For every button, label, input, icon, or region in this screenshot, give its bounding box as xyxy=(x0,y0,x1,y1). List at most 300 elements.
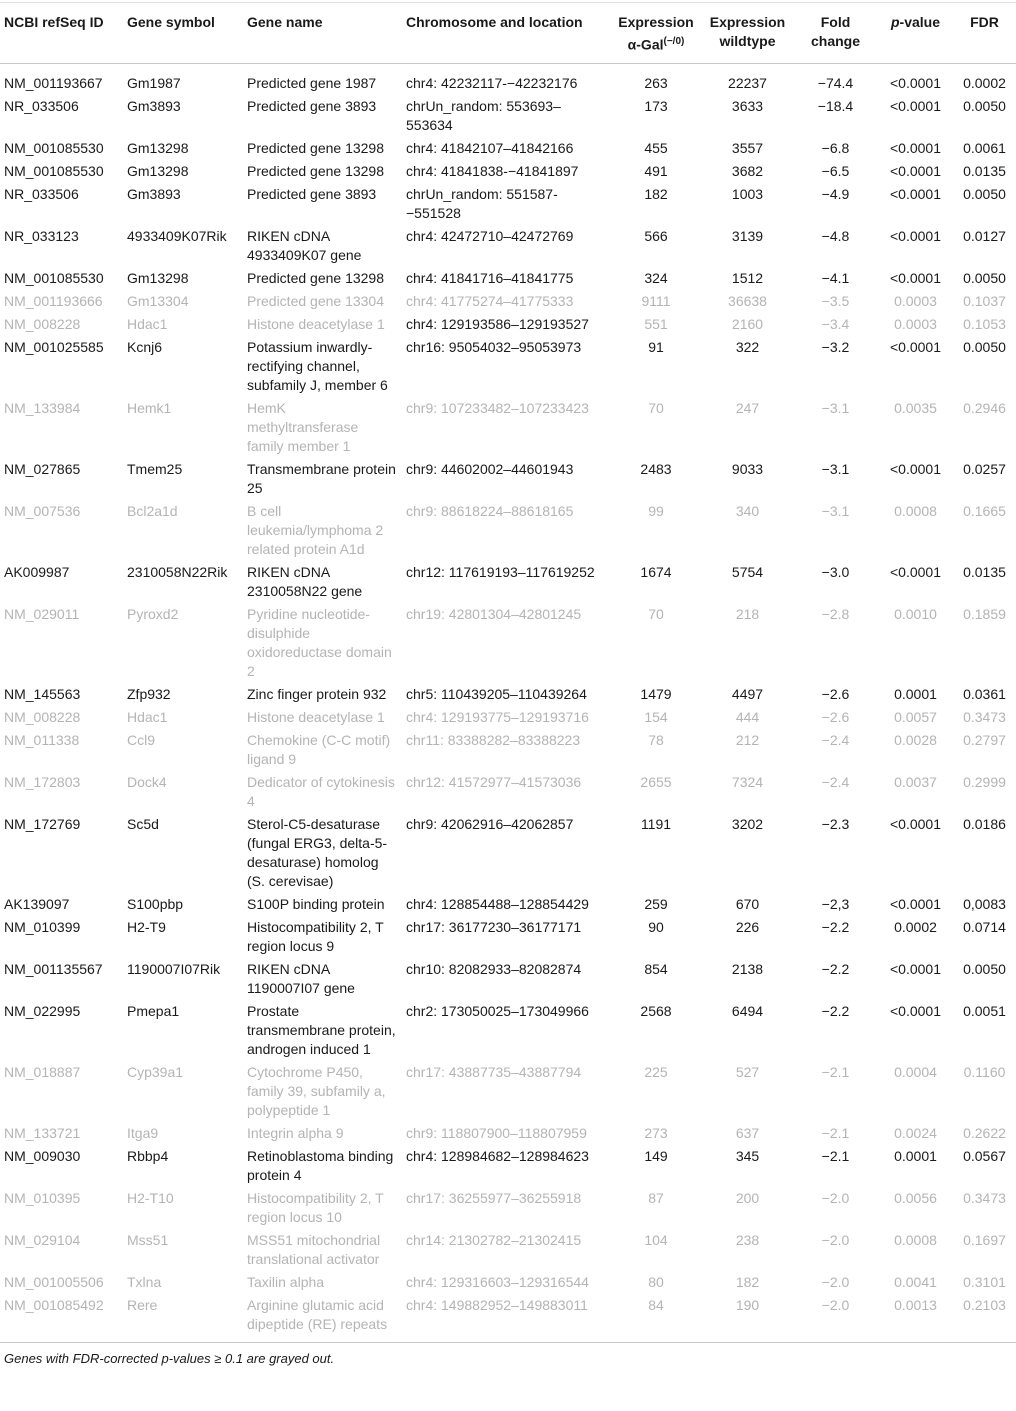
p-value-cell: <0.0001 xyxy=(890,162,941,179)
table-row xyxy=(0,336,1016,397)
gene-symbol-cell: Cyp39a1 xyxy=(127,1063,184,1080)
p-value-cell: 0.0013 xyxy=(894,1296,937,1313)
fdr-cell: 0.3473 xyxy=(963,1189,1006,1206)
gene-name-cell: Arginine glutamic acid dipeptide (RE) repeats xyxy=(247,1296,388,1332)
location-cell: chr4: 129193586–129193527 xyxy=(406,315,589,332)
fdr-cell: 0.0257 xyxy=(963,460,1006,477)
expression-wildtype-cell: 345 xyxy=(735,1147,760,1164)
table-row xyxy=(0,1122,1016,1145)
location-cell: chrUn_random: 553693–553634 xyxy=(406,97,561,133)
expression-wildtype-cell: 3682 xyxy=(731,162,764,179)
gene-name-cell: Predicted gene 13298 xyxy=(247,139,384,156)
location-cell: chr17: 36177230–36177171 xyxy=(406,918,582,935)
table-row xyxy=(0,63,1016,95)
expression-wildtype-cell: 444 xyxy=(735,708,760,725)
expression-knockout-cell: 78 xyxy=(648,731,664,748)
location-cell: chr4: 128854488–128854429 xyxy=(406,895,589,912)
fdr-cell: 0.2999 xyxy=(963,773,1006,790)
gene-symbol-cell: Gm3893 xyxy=(127,97,181,114)
gene-symbol-cell: Gm13298 xyxy=(127,139,189,156)
header-fold-change-line1: Fold xyxy=(820,14,851,30)
refseq-id-cell: NR_033506 xyxy=(4,185,79,202)
gene-name-cell: Histocompatibility 2, T region locus 9 xyxy=(247,918,384,954)
header-expression-wildtype-line2: wildtype xyxy=(719,33,776,49)
p-value-cell: 0.0037 xyxy=(894,773,937,790)
fdr-cell: 0.0050 xyxy=(963,269,1006,286)
table-row xyxy=(0,1229,1016,1271)
fdr-cell: 0.2797 xyxy=(963,731,1006,748)
expression-wildtype-cell: 7324 xyxy=(731,773,764,790)
gene-expression-table xyxy=(0,2,1016,1342)
fold-change-cell: −2.3 xyxy=(821,815,850,832)
fold-change-cell: −2.1 xyxy=(821,1063,850,1080)
location-cell: chr19: 42801304–42801245 xyxy=(406,605,582,622)
table-row xyxy=(0,729,1016,771)
expression-wildtype-cell: 200 xyxy=(735,1189,760,1206)
refseq-id-cell: NM_008228 xyxy=(4,708,81,725)
refseq-id-cell: NM_007536 xyxy=(4,502,81,519)
fold-change-cell: −2.0 xyxy=(821,1189,850,1206)
expression-wildtype-cell: 340 xyxy=(735,502,760,519)
p-value-cell: 0.0035 xyxy=(894,399,937,416)
table-row xyxy=(0,561,1016,603)
gene-name-cell: Transmembrane protein 25 xyxy=(247,460,396,496)
expression-wildtype-cell: 5754 xyxy=(731,563,764,580)
table-row xyxy=(0,1061,1016,1122)
expression-knockout-cell: 9111 xyxy=(641,292,671,309)
expression-knockout-cell: 854 xyxy=(644,960,668,977)
gene-name-cell: Histocompatibility 2, T region locus 10 xyxy=(247,1189,384,1225)
fold-change-cell: −3.1 xyxy=(821,460,850,477)
fdr-cell: 0.0127 xyxy=(963,227,1006,244)
p-value-cell: <0.0001 xyxy=(890,74,941,91)
gene-name-cell: RIKEN cDNA 2310058N22 gene xyxy=(247,563,363,599)
refseq-id-cell: NM_011338 xyxy=(4,731,80,748)
gene-symbol-cell: Txlna xyxy=(127,1273,162,1290)
fold-change-cell: −2.4 xyxy=(821,773,850,790)
fdr-cell: 0.0051 xyxy=(963,1002,1006,1019)
table-row xyxy=(0,916,1016,958)
p-value-cell: 0.0010 xyxy=(894,605,937,622)
p-value-cell: 0.0028 xyxy=(894,731,937,748)
gene-name-cell: Potassium inwardly-rectifying channel, subfamily J, member 6 xyxy=(247,338,388,393)
gene-symbol-cell: Tmem25 xyxy=(127,460,183,477)
location-cell: chr16: 95054032–95053973 xyxy=(406,338,582,355)
refseq-id-cell: NM_001085530 xyxy=(4,162,104,179)
refseq-id-cell: NM_018887 xyxy=(4,1063,81,1080)
fold-change-cell: −2.0 xyxy=(821,1231,850,1248)
p-value-cell: <0.0001 xyxy=(890,960,941,977)
table-body xyxy=(0,63,1016,1342)
refseq-id-cell: NM_027865 xyxy=(4,460,81,477)
fold-change-cell: −4.1 xyxy=(821,269,850,286)
fdr-cell: 0.3101 xyxy=(963,1273,1006,1290)
expression-knockout-cell: 99 xyxy=(648,502,664,519)
refseq-id-cell: NM_008228 xyxy=(4,315,81,332)
expression-knockout-cell: 225 xyxy=(644,1063,668,1080)
expression-wildtype-cell: 22237 xyxy=(728,74,767,91)
fdr-cell: 0.0714 xyxy=(963,918,1006,935)
header-fold-change xyxy=(793,3,878,64)
fdr-cell: 0.3473 xyxy=(963,708,1006,725)
gene-symbol-cell: 2310058N22Rik xyxy=(127,563,228,580)
table-row xyxy=(0,771,1016,813)
gene-name-cell: HemK methyltransferase family member 1 xyxy=(247,399,359,454)
table-row xyxy=(0,1271,1016,1294)
table-row xyxy=(0,1294,1016,1342)
gene-name-cell: Sterol-C5-desaturase (fungal ERG3, delta-5-desaturase) homolog (S. cerevisae) xyxy=(247,815,388,889)
refseq-id-cell: NM_133984 xyxy=(4,399,81,416)
expression-wildtype-cell: 1003 xyxy=(731,185,764,202)
header-refseq-id: NCBI refSeq ID xyxy=(0,3,123,64)
p-value-cell: 0.0002 xyxy=(894,918,937,935)
expression-wildtype-cell: 637 xyxy=(735,1124,760,1141)
refseq-id-cell: NM_145563 xyxy=(4,685,81,702)
gene-symbol-cell: Mss51 xyxy=(127,1231,169,1248)
fold-change-cell: −2.0 xyxy=(821,1273,850,1290)
location-cell: chr9: 107233482–107233423 xyxy=(406,399,589,416)
fdr-cell: 0.0135 xyxy=(963,162,1006,179)
gene-name-cell: Taxilin alpha xyxy=(247,1273,325,1290)
gene-symbol-cell: Pyroxd2 xyxy=(127,605,179,622)
expression-knockout-cell: 1674 xyxy=(640,563,672,580)
fdr-cell: 0.0002 xyxy=(963,74,1006,91)
gene-symbol-cell: Pmepa1 xyxy=(127,1002,180,1019)
header-chromosome-location: Chromosome and location xyxy=(402,3,610,64)
p-value-cell: 0.0008 xyxy=(894,1231,937,1248)
gene-name-cell: Predicted gene 13304 xyxy=(247,292,384,309)
expression-knockout-cell: 566 xyxy=(644,227,668,244)
gene-name-cell: Predicted gene 3893 xyxy=(247,97,377,114)
p-value-cell: <0.0001 xyxy=(890,269,941,286)
expression-wildtype-cell: 226 xyxy=(735,918,760,935)
expression-knockout-cell: 259 xyxy=(644,895,668,912)
refseq-id-cell: AK009987 xyxy=(4,563,70,580)
gene-symbol-cell: 4933409K07Rik xyxy=(127,227,227,244)
expression-wildtype-cell: 247 xyxy=(735,399,760,416)
gene-symbol-cell: Dock4 xyxy=(127,773,167,790)
fdr-cell: 0.1037 xyxy=(963,292,1006,309)
table-row xyxy=(0,95,1016,137)
fold-change-cell: −3.5 xyxy=(821,292,850,309)
gene-symbol-cell: Gm13304 xyxy=(127,292,189,309)
expression-knockout-cell: 2655 xyxy=(640,773,672,790)
table-row xyxy=(0,1145,1016,1187)
header-fdr: FDR xyxy=(953,3,1016,64)
p-value-cell: <0.0001 xyxy=(890,460,941,477)
gene-symbol-cell: Kcnj6 xyxy=(127,338,163,355)
refseq-id-cell: NM_010399 xyxy=(4,918,81,935)
p-value-cell: <0.0001 xyxy=(890,815,941,832)
expression-knockout-cell: 263 xyxy=(644,74,668,91)
location-cell: chr4: 149882952–149883011 xyxy=(406,1296,588,1313)
table-row xyxy=(0,458,1016,500)
p-value-cell: <0.0001 xyxy=(890,563,941,580)
header-p-value xyxy=(878,3,953,64)
expression-wildtype-cell: 1512 xyxy=(731,269,764,286)
gene-symbol-cell: Gm3893 xyxy=(127,185,181,202)
gene-symbol-cell: Hemk1 xyxy=(127,399,172,416)
expression-knockout-cell: 1479 xyxy=(640,685,672,702)
table-row xyxy=(0,500,1016,561)
fdr-cell: 0.0567 xyxy=(963,1147,1006,1164)
expression-knockout-cell: 154 xyxy=(644,708,668,725)
p-value-cell: 0.0057 xyxy=(894,708,937,725)
location-cell: chr14: 21302782–21302415 xyxy=(406,1231,582,1248)
expression-knockout-cell: 491 xyxy=(644,162,668,179)
table-row xyxy=(0,893,1016,916)
gene-name-cell: Predicted gene 3893 xyxy=(247,185,377,202)
refseq-id-cell: NM_001085530 xyxy=(4,269,104,286)
p-value-cell: 0.0024 xyxy=(894,1124,937,1141)
p-value-cell: 0.0003 xyxy=(894,292,937,309)
refseq-id-cell: NR_033123 xyxy=(4,227,79,244)
gene-name-cell: B cell leukemia/lymphoma 2 related protein A1d xyxy=(247,502,384,557)
expression-knockout-cell: 273 xyxy=(644,1124,668,1141)
fold-change-cell: −2.2 xyxy=(821,918,850,935)
location-cell: chr4: 41841716–41841775 xyxy=(406,269,574,286)
gene-symbol-cell: Sc5d xyxy=(127,815,159,832)
refseq-id-cell: NM_001135567 xyxy=(4,960,103,977)
p-value-cell: <0.0001 xyxy=(890,338,941,355)
expression-wildtype-cell: 3202 xyxy=(731,815,764,832)
fold-change-cell: −4.8 xyxy=(821,227,850,244)
header-expression-knockout-sup: (−/0) xyxy=(663,36,685,47)
fold-change-cell: −2.6 xyxy=(821,708,850,725)
table-row xyxy=(0,313,1016,336)
fold-change-cell: −2.8 xyxy=(821,605,850,622)
location-cell: chr11: 83388282–83388223 xyxy=(406,731,581,748)
fold-change-cell: −2,3 xyxy=(821,895,850,912)
p-value-cell: <0.0001 xyxy=(890,1002,941,1019)
gene-symbol-cell: Rbbp4 xyxy=(127,1147,169,1164)
gene-symbol-cell: Gm13298 xyxy=(127,269,189,286)
table-row xyxy=(0,290,1016,313)
header-expression-wildtype-line1: Expression xyxy=(709,14,786,30)
fold-change-cell: −2.2 xyxy=(821,960,850,977)
table-header xyxy=(0,3,1016,64)
fold-change-cell: −4.9 xyxy=(821,185,850,202)
p-value-cell: <0.0001 xyxy=(890,895,941,912)
expression-knockout-cell: 455 xyxy=(644,139,668,156)
expression-knockout-cell: 80 xyxy=(648,1273,664,1290)
location-cell: chr2: 173050025–173049966 xyxy=(406,1002,589,1019)
gene-name-cell: Chemokine (C-C motif) ligand 9 xyxy=(247,731,391,767)
location-cell: chr4: 129316603–129316544 xyxy=(406,1273,589,1290)
gene-symbol-cell: Hdac1 xyxy=(127,315,168,332)
p-value-cell: 0.0004 xyxy=(894,1063,937,1080)
location-cell: chrUn_random: 551587-−551528 xyxy=(406,185,558,221)
refseq-id-cell: NM_172769 xyxy=(4,815,81,832)
expression-knockout-cell: 551 xyxy=(644,315,668,332)
expression-wildtype-cell: 670 xyxy=(735,895,760,912)
fdr-cell: 0.1665 xyxy=(963,502,1006,519)
expression-knockout-cell: 324 xyxy=(644,269,668,286)
fdr-cell: 0.1859 xyxy=(963,605,1006,622)
expression-wildtype-cell: 9033 xyxy=(731,460,764,477)
location-cell: chr10: 82082933–82082874 xyxy=(406,960,582,977)
location-cell: chr5: 110439205–110439264 xyxy=(406,685,587,702)
expression-wildtype-cell: 190 xyxy=(735,1296,760,1313)
refseq-id-cell: NM_009030 xyxy=(4,1147,81,1164)
table-row xyxy=(0,160,1016,183)
refseq-id-cell: NM_001085492 xyxy=(4,1296,104,1313)
gene-symbol-cell: Rere xyxy=(127,1296,158,1313)
location-cell: chr4: 41842107–41842166 xyxy=(406,139,574,156)
expression-wildtype-cell: 218 xyxy=(735,605,760,622)
expression-wildtype-cell: 6494 xyxy=(731,1002,764,1019)
gene-symbol-cell: H2-T9 xyxy=(127,918,166,935)
fold-change-cell: −3.2 xyxy=(821,338,850,355)
gene-name-cell: Predicted gene 13298 xyxy=(247,269,384,286)
refseq-id-cell: AK139097 xyxy=(4,895,70,912)
expression-wildtype-cell: 3139 xyxy=(731,227,764,244)
fold-change-cell: −3.0 xyxy=(821,563,850,580)
location-cell: chr9: 118807900–118807959 xyxy=(406,1124,587,1141)
fdr-cell: 0.1697 xyxy=(963,1231,1006,1248)
p-value-cell: 0.0008 xyxy=(894,502,937,519)
fdr-cell: 0.0361 xyxy=(963,685,1006,702)
expression-knockout-cell: 173 xyxy=(644,97,668,114)
fdr-cell: 0.0050 xyxy=(963,338,1006,355)
refseq-id-cell: NM_001005506 xyxy=(4,1273,104,1290)
gene-name-cell: Retinoblastoma binding protein 4 xyxy=(247,1147,394,1183)
fdr-cell: 0.0050 xyxy=(963,960,1006,977)
fdr-cell: 0.2622 xyxy=(963,1124,1006,1141)
fdr-cell: 0.0050 xyxy=(963,97,1006,114)
fold-change-cell: −3.4 xyxy=(821,315,850,332)
fdr-cell: 0.0186 xyxy=(963,815,1006,832)
expression-wildtype-cell: 3633 xyxy=(731,97,764,114)
location-cell: chr4: 129193775–129193716 xyxy=(406,708,589,725)
p-value-cell: 0.0041 xyxy=(894,1273,937,1290)
location-cell: chr9: 44602002–44601943 xyxy=(406,460,574,477)
p-value-cell: <0.0001 xyxy=(890,185,941,202)
header-p-value-italic: p xyxy=(890,14,900,30)
location-cell: chr17: 43887735–43887794 xyxy=(406,1063,582,1080)
table-row xyxy=(0,813,1016,893)
header-gene-name: Gene name xyxy=(243,3,402,64)
gene-symbol-cell: Hdac1 xyxy=(127,708,168,725)
header-fold-change-line2: change xyxy=(810,33,860,49)
p-value-cell: <0.0001 xyxy=(890,97,941,114)
table-row xyxy=(0,267,1016,290)
gene-symbol-cell: Gm13298 xyxy=(127,162,189,179)
gene-symbol-cell: H2-T10 xyxy=(127,1189,174,1206)
header-expression-wildtype xyxy=(702,3,793,64)
gene-symbol-cell: Itga9 xyxy=(127,1124,159,1141)
fold-change-cell: −3.1 xyxy=(821,502,850,519)
expression-knockout-cell: 91 xyxy=(648,338,664,355)
fold-change-cell: −74.4 xyxy=(817,74,854,91)
fold-change-cell: −3.1 xyxy=(821,399,850,416)
fdr-cell: 0.2103 xyxy=(963,1296,1006,1313)
gene-name-cell: RIKEN cDNA 1190007I07 gene xyxy=(247,960,355,996)
expression-knockout-cell: 182 xyxy=(644,185,668,202)
gene-symbol-cell: Ccl9 xyxy=(127,731,156,748)
header-expression-knockout xyxy=(610,3,702,64)
header-row xyxy=(0,3,1016,64)
gene-name-cell: Dedicator of cytokinesis 4 xyxy=(247,773,395,809)
gene-symbol-cell: S100pbp xyxy=(127,895,184,912)
gene-name-cell: Zinc finger protein 932 xyxy=(247,685,387,702)
expression-knockout-cell: 2483 xyxy=(640,460,672,477)
gene-symbol-cell: 1190007I07Rik xyxy=(127,960,221,977)
table-row xyxy=(0,1187,1016,1229)
refseq-id-cell: NM_029104 xyxy=(4,1231,81,1248)
refseq-id-cell: NM_133721 xyxy=(4,1124,81,1141)
fdr-cell: 0.0135 xyxy=(963,563,1006,580)
expression-knockout-cell: 1191 xyxy=(640,815,672,832)
refseq-id-cell: NR_033506 xyxy=(4,97,79,114)
location-cell: chr4: 41775274–41775333 xyxy=(406,292,574,309)
expression-wildtype-cell: 2160 xyxy=(731,315,764,332)
fdr-cell: 0.1053 xyxy=(963,315,1006,332)
expression-knockout-cell: 2568 xyxy=(640,1002,672,1019)
fold-change-cell: −18.4 xyxy=(817,97,854,114)
header-gene-symbol: Gene symbol xyxy=(123,3,243,64)
fold-change-cell: −2.0 xyxy=(821,1296,850,1313)
fdr-cell: 0.0061 xyxy=(963,139,1006,156)
refseq-id-cell: NM_001025585 xyxy=(4,338,104,355)
expression-wildtype-cell: 182 xyxy=(735,1273,760,1290)
gene-symbol-cell: Zfp932 xyxy=(127,685,171,702)
expression-wildtype-cell: 36638 xyxy=(728,292,767,309)
refseq-id-cell: NM_001085530 xyxy=(4,139,104,156)
fdr-cell: 0.0050 xyxy=(963,185,1006,202)
expression-wildtype-cell: 322 xyxy=(735,338,760,355)
fold-change-cell: −2.6 xyxy=(821,685,850,702)
gene-name-cell: MSS51 mitochondrial translational activator xyxy=(247,1231,381,1267)
p-value-cell: 0.0056 xyxy=(894,1189,937,1206)
table-row xyxy=(0,683,1016,706)
refseq-id-cell: NM_001193667 xyxy=(4,74,103,91)
gene-name-cell: Histone deacetylase 1 xyxy=(247,315,385,332)
header-p-value-rest: -value xyxy=(899,14,941,30)
location-cell: chr12: 41572977–41573036 xyxy=(406,773,582,790)
location-cell: chr12: 117619193–117619252 xyxy=(406,563,595,580)
table-row xyxy=(0,958,1016,1000)
expression-wildtype-cell: 212 xyxy=(735,731,760,748)
p-value-cell: <0.0001 xyxy=(890,227,941,244)
location-cell: chr4: 41841838-−41841897 xyxy=(406,162,579,179)
p-value-cell: <0.0001 xyxy=(890,139,941,156)
fdr-cell: 0.2946 xyxy=(963,399,1006,416)
gene-name-cell: Predicted gene 1987 xyxy=(247,74,377,91)
expression-wildtype-cell: 3557 xyxy=(731,139,764,156)
gene-name-cell: RIKEN cDNA 4933409K07 gene xyxy=(247,227,362,263)
fold-change-cell: −6.8 xyxy=(821,139,850,156)
table-row xyxy=(0,397,1016,458)
gene-name-cell: Predicted gene 13298 xyxy=(247,162,384,179)
expression-knockout-cell: 87 xyxy=(648,1189,664,1206)
table-row xyxy=(0,603,1016,683)
refseq-id-cell: NM_010395 xyxy=(4,1189,81,1206)
table-row xyxy=(0,183,1016,225)
fold-change-cell: −6.5 xyxy=(821,162,850,179)
p-value-cell: 0.0001 xyxy=(894,1147,937,1164)
gene-name-cell: Cytochrome P450, family 39, subfamily a, polypeptide 1 xyxy=(247,1063,386,1118)
gene-name-cell: Histone deacetylase 1 xyxy=(247,708,385,725)
expression-knockout-cell: 149 xyxy=(644,1147,668,1164)
fold-change-cell: −2.4 xyxy=(821,731,850,748)
gene-name-cell: Integrin alpha 9 xyxy=(247,1124,344,1141)
fold-change-cell: −2.2 xyxy=(821,1002,850,1019)
header-expression-knockout-line2: α-Gal xyxy=(627,36,664,53)
expression-wildtype-cell: 2138 xyxy=(731,960,764,977)
table-row xyxy=(0,137,1016,160)
header-expression-knockout-line1: Expression xyxy=(618,14,694,30)
